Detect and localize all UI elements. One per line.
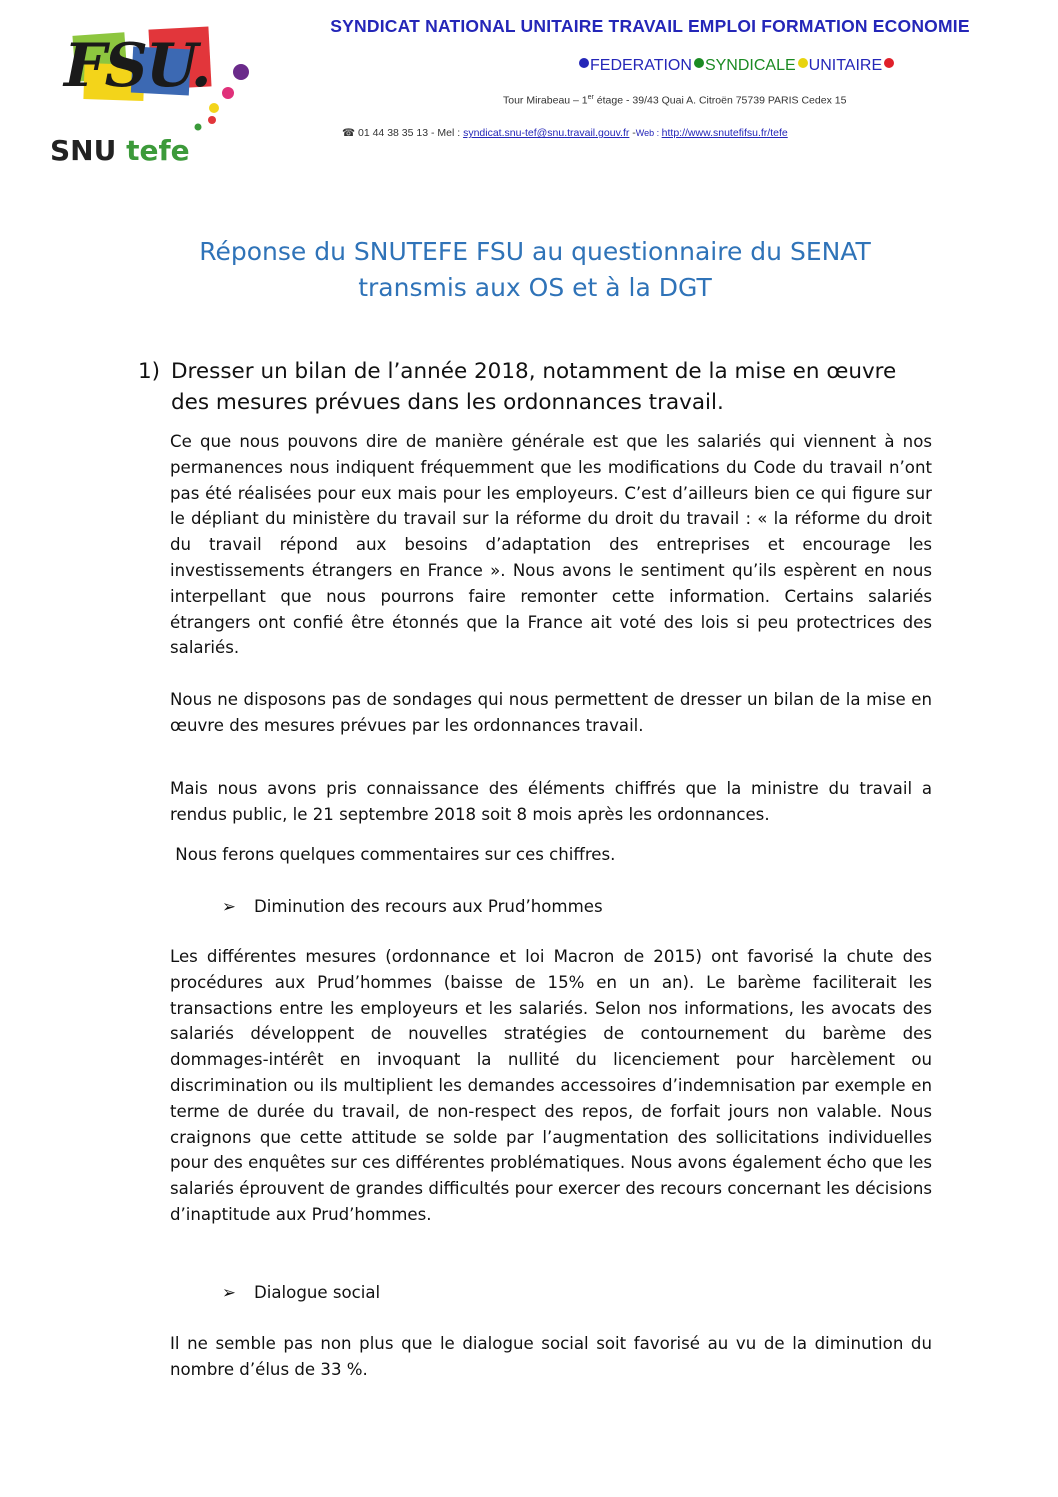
paragraph-commentaires: Nous ferons quelques commentaires sur ces chiffres. (170, 845, 616, 864)
paragraph-sondages: Nous ne disposons pas de sondages qui nous permettent de dresser un bilan de la mise en œuvre des mesures prévues par les ordonnances travail. (170, 690, 932, 735)
logo-snu-part: SNU (50, 134, 127, 166)
logo-dot-pink (222, 87, 234, 99)
question-heading (138, 356, 938, 418)
federation-line (578, 57, 895, 75)
unitaire-word: UNITAIRE (808, 57, 883, 74)
bullet-dialogue-social (222, 1280, 380, 1306)
title-line-2: transmis aux OS et à la DGT (358, 273, 712, 302)
paragraph-prudhommes: Les différentes mesures (ordonnance et loi Macron de 2015) ont favorisé la chute des procédures aux Prud’hommes (baisse de 15% en un an). Le barème faciliterait les transactions entre les employeurs et les salariés. Selon nos informations, les avocats des salariés développent de nouvelles stratégies de contournement du barème des dommages-intérêt en invoquant la nullité du licenciement pour harcèlement ou discrimination ou ils multiplient les demandes accessoires d’indemnisation par exemple en terme de durée du travail, de non-respect des repos, de forfait jours non valable. Nous craignons que cette attitude se solde par l’augmentation des sollicitations individuelles pour des enquêtes sur ces différentes problématiques. Nous avons également écho que les salariés éprouvent de grandes difficultés pour exercer des recours concernant les décisions d’inaptitude aux Prud’hommes. (170, 947, 932, 1224)
arrow-bullet-icon: ➢ (222, 897, 236, 916)
logo-dot-purple (233, 64, 249, 80)
web-label: Web : (635, 128, 662, 138)
paragraph-chiffres: Mais nous avons pris connaissance des éléments chiffrés que la ministre du travail a rendus public, le 21 septembre 2018 soit 8 mois après les ordonnances. (170, 779, 932, 824)
logo-dot-yellow (209, 103, 219, 113)
dot-yellow-icon (798, 58, 808, 68)
bullet-text: Diminution des recours aux Prud’hommes (254, 897, 603, 916)
logo-tefe-part: tefe (126, 134, 190, 166)
address-part-a: Tour Mirabeau – 1 (503, 94, 588, 107)
logo-fsu-text: FSU. (64, 31, 210, 101)
logo-dot-red (208, 116, 216, 124)
paragraph-general: Ce que nous pouvons dire de manière générale est que les salariés qui viennent à nos permanences nous indiquent fréquemment que les modifications du Code du travail n’ont pas été réalisées pour eux mais pour les employeurs. C’est d’ailleurs bien ce qui figure sur le dépliant du ministère du travail sur la réforme du droit du travail : « la réforme du droit du travail répond aux besoins d’adaptation des entreprises et encourage les investissements étrangers en France ». Nous avons le sentiment qu’ils espèrent en nous interpellant que nous pourrons faire remonter cette information. Certains salariés étrangers ont confié être étonnés que la France ait voté des lois si peu protectrices des salariés. (170, 432, 932, 658)
question-number: 1) (138, 359, 161, 384)
postal-address (503, 94, 846, 107)
document-title (100, 234, 970, 306)
dot-blue-icon (579, 58, 589, 68)
logo-snu-text (50, 134, 190, 166)
fsu-snu-tefe-logo (46, 26, 256, 166)
question-text: Dresser un bilan de l’année 2018, notamment de la mise en œuvre des mesures prévues dans les ordonnances travail. (171, 359, 897, 415)
logo-dot-green (195, 124, 202, 131)
dot-green-icon (694, 58, 704, 68)
federation-word: FEDERATION (590, 57, 692, 74)
email-link[interactable]: syndicat.snu-tef@snu.travail.gouv.fr (463, 127, 630, 139)
paragraph-dialogue: Il ne semble pas non plus que le dialogue social soit favorisé au vu de la diminution du nombre d’élus de 33 %. (170, 1334, 932, 1379)
syndicale-word: SYNDICALE (704, 57, 796, 74)
arrow-bullet-icon: ➢ (222, 1283, 236, 1302)
dot-red-icon (884, 58, 894, 68)
contact-line (342, 127, 788, 139)
phone-text: ☎ 01 44 38 35 13 - Mel : (342, 127, 464, 139)
address-superscript: er (587, 94, 594, 101)
bullet-text: Dialogue social (254, 1283, 381, 1302)
union-name: SYNDICAT NATIONAL UNITAIRE TRAVAIL EMPLOI FORMATION ECONOMIE (330, 16, 970, 36)
website-link[interactable]: http://www.snutefifsu.fr/tefe (661, 127, 788, 139)
bullet-prudhommes (222, 894, 603, 920)
address-part-b: étage - 39/43 Quai A. Citroën 75739 PARIS Cedex 15 (593, 94, 847, 107)
separator: - (629, 127, 636, 139)
title-line-1: Réponse du SNUTEFE FSU au questionnaire du SENAT (199, 237, 871, 266)
